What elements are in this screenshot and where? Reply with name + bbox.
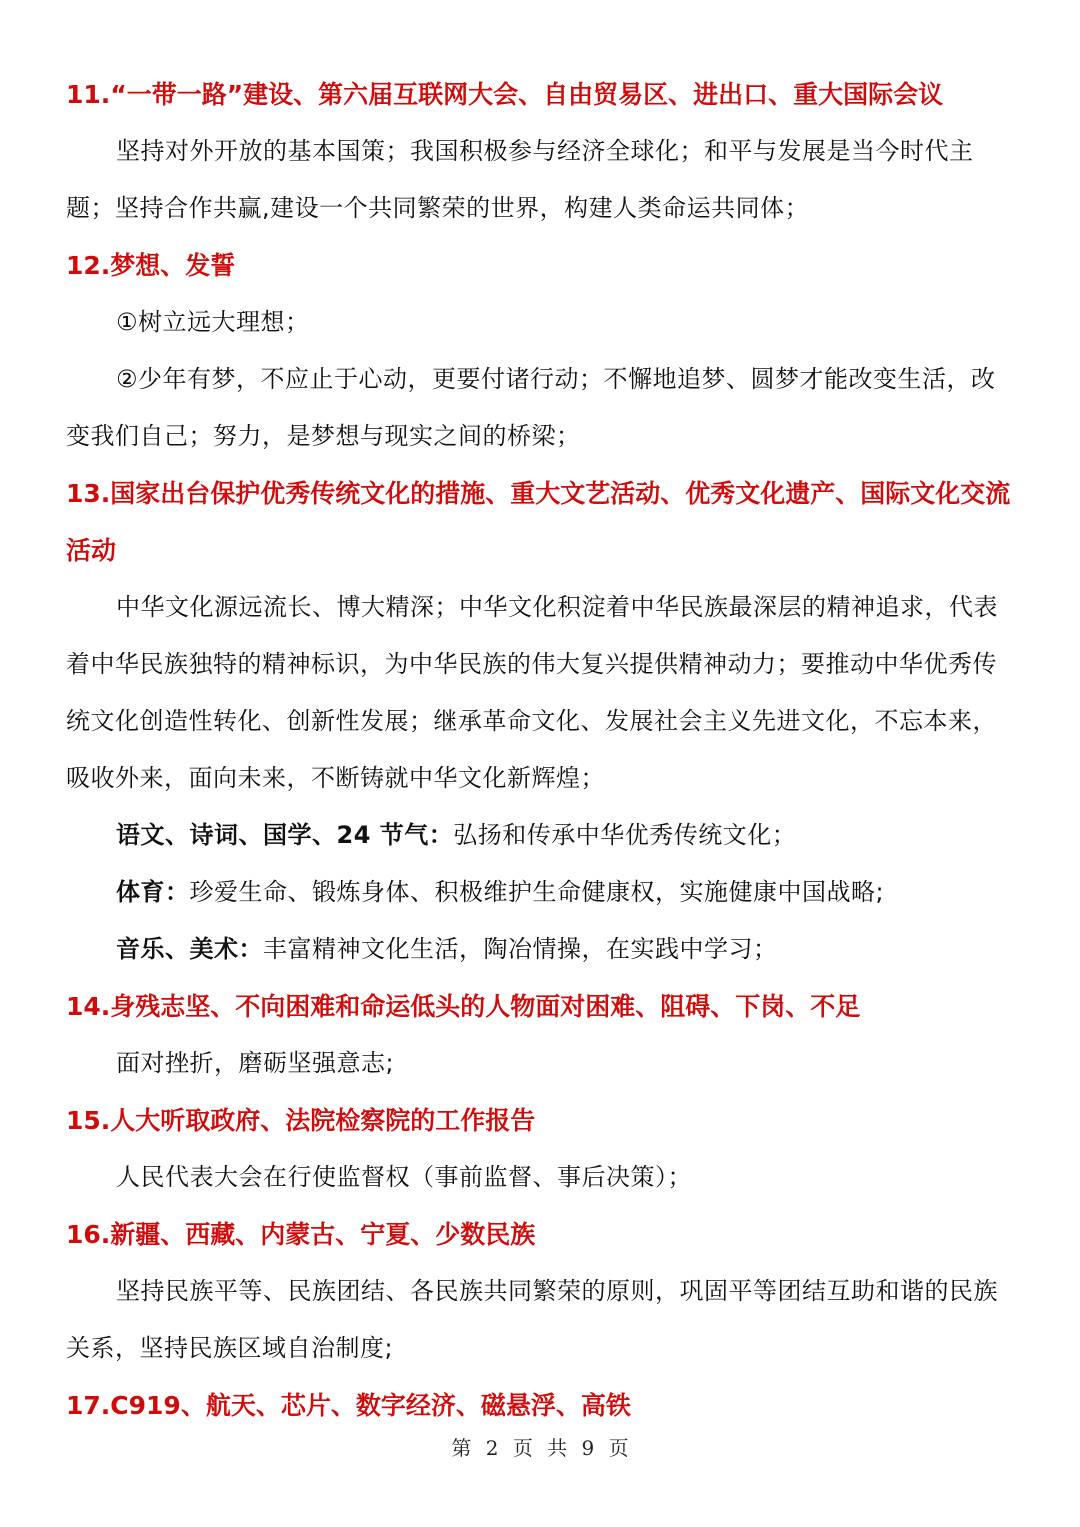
section-heading: 14.身残志坚、不向困难和命运低头的人物面对困难、阻碍、下岗、不足 — [66, 992, 861, 1021]
paragraph-label: 体育： — [116, 878, 190, 906]
section-heading: 15.人大听取政府、法院检察院的工作报告 — [66, 1106, 536, 1135]
paragraph: 人民代表大会在行使监督权（事前监督、事后决策）； — [116, 1163, 692, 1191]
page-footer: 第 2 页 共 9 页 — [451, 1436, 629, 1460]
paragraph: ②少年有梦，不应止于心动，更要付诸行动；不懈地追梦、圆梦才能改变生活，改变我们自己；努力，是梦想与现实之间的桥梁； — [66, 365, 996, 450]
paragraph-text: 丰富精神文化生活，陶冶情操，在实践中学习； — [263, 935, 778, 963]
paragraph-text: 弘扬和传承中华优秀传统文化； — [453, 821, 797, 849]
section-13 — [66, 465, 1016, 978]
section-heading: 16.新疆、西藏、内蒙古、宁夏、少数民族 — [66, 1220, 536, 1249]
paragraph-label: 语文、诗词、国学、24 节气： — [116, 821, 454, 849]
section-heading: 17.C919、航天、芯片、数字经济、磁悬浮、高铁 — [66, 1391, 631, 1420]
section-15 — [66, 1092, 1016, 1206]
page-content — [66, 66, 1016, 1434]
labeled-paragraph — [66, 807, 1016, 864]
paragraph-label: 音乐、美术： — [116, 935, 263, 963]
section-12 — [66, 237, 1016, 465]
section-heading: 13.国家出台保护优秀传统文化的措施、重大文艺活动、优秀文化遗产、国际文化交流活动 — [66, 479, 1011, 565]
section-16 — [66, 1206, 1016, 1377]
labeled-paragraph — [66, 921, 1016, 978]
paragraph: ①树立远大理想； — [116, 308, 310, 336]
section-14 — [66, 978, 1016, 1092]
paragraph: 面对挫折，磨砺坚强意志; — [116, 1049, 395, 1077]
section-heading: 11.“一带一路”建设、第六届互联网大会、自由贸易区、进出口、重大国际会议 — [66, 80, 944, 109]
paragraph: 坚持民族平等、民族团结、各民族共同繁荣的原则，巩固平等团结互助和谐的民族关系，坚持民族区域自治制度; — [66, 1277, 998, 1362]
section-17 — [66, 1377, 1016, 1434]
paragraph-text: 珍爱生命、锻炼身体、积极维护生命健康权，实施健康中国战略; — [189, 878, 885, 906]
section-11 — [66, 66, 1016, 237]
paragraph: 坚持对外开放的基本国策；我国积极参与经济全球化；和平与发展是当今时代主题；坚持合作共赢,建设一个共同繁荣的世界，构建人类命运共同体； — [66, 137, 974, 222]
paragraph: 中华文化源远流长、博大精深；中华文化积淀着中华民族最深层的精神追求，代表着中华民族独特的精神标识，为中华民族的伟大复兴提供精神动力；要推动中华优秀传统文化创造性转化、创新性发展；继承革命文化、发展社会主义先进文化，不忘本来，吸收外来，面向未来，不断铸就中华文化新辉煌； — [66, 593, 998, 792]
labeled-paragraph — [66, 864, 1016, 921]
section-heading: 12.梦想、发誓 — [66, 251, 236, 280]
